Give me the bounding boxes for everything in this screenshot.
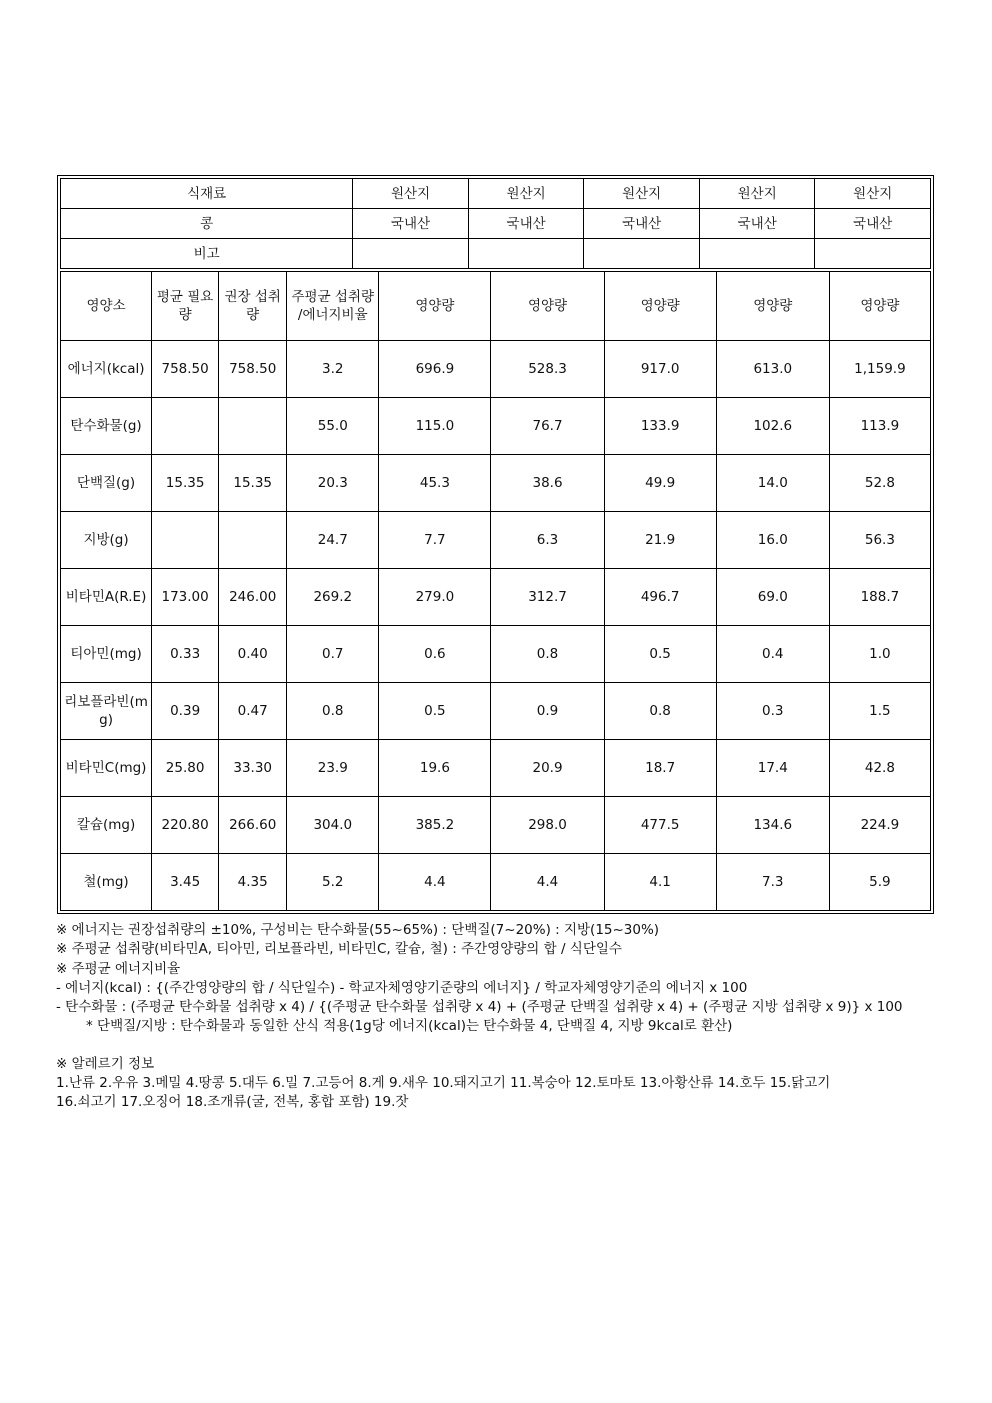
nutrient-value: 0.5: [604, 626, 716, 683]
nutrient-value: 20.9: [491, 740, 604, 797]
nutrient-value: 528.3: [491, 341, 604, 398]
nutrient-value: 188.7: [829, 569, 930, 626]
nutrient-value: 1.5: [829, 683, 930, 740]
nutrient-value: 42.8: [829, 740, 930, 797]
origin-row-label: 비고: [61, 239, 353, 269]
origin-cell: 원산지: [699, 179, 815, 209]
nutrient-value: 0.3: [716, 683, 829, 740]
nutrient-value: 3.2: [287, 341, 379, 398]
nutrient-value: 298.0: [491, 797, 604, 854]
nutrient-value: 0.9: [491, 683, 604, 740]
nutrient-value: 613.0: [716, 341, 829, 398]
origin-cell: 원산지: [815, 179, 931, 209]
nutrient-value: 224.9: [829, 797, 930, 854]
nutrient-value: 4.4: [491, 854, 604, 911]
nutrient-value: 385.2: [379, 797, 491, 854]
nutrient-value: 3.45: [152, 854, 219, 911]
nutrition-header-cell: 영양량: [491, 272, 604, 341]
nutrient-value: 496.7: [604, 569, 716, 626]
nutrient-value: 33.30: [219, 740, 287, 797]
nutrient-value: 0.47: [219, 683, 287, 740]
nutrient-value: 24.7: [287, 512, 379, 569]
nutrient-value: 0.40: [219, 626, 287, 683]
nutrient-value: 6.3: [491, 512, 604, 569]
nutrient-name: 칼슘(mg): [61, 797, 152, 854]
nutrient-value: 69.0: [716, 569, 829, 626]
nutrient-name: 비타민A(R.E): [61, 569, 152, 626]
nutrition-header-cell: 평균 필요량: [152, 272, 219, 341]
nutrient-value: [152, 512, 219, 569]
nutrient-name: 탄수화물(g): [61, 398, 152, 455]
nutrient-value: 14.0: [716, 455, 829, 512]
nutrient-value: 7.7: [379, 512, 491, 569]
origin-cell: [353, 239, 469, 269]
menu-info-frame: [57, 175, 934, 914]
origin-row: [61, 179, 931, 209]
nutrient-name: 철(mg): [61, 854, 152, 911]
nutrient-value: 23.9: [287, 740, 379, 797]
nutrient-value: 220.80: [152, 797, 219, 854]
nutrient-value: 17.4: [716, 740, 829, 797]
nutrient-value: 4.35: [219, 854, 287, 911]
nutrient-value: 45.3: [379, 455, 491, 512]
nutrition-header-cell: 권장 섭취량: [219, 272, 287, 341]
note-energy-formula: - 에너지(kcal) : {(주간영양량의 합 / 식단일수) - 학교자체영양기준량의 에너지} / 학교자체영양기준의 에너지 x 100: [56, 979, 748, 996]
nutrition-row: [61, 683, 931, 740]
nutrient-value: 0.8: [287, 683, 379, 740]
nutrient-value: 4.4: [379, 854, 491, 911]
nutrient-value: [152, 398, 219, 455]
nutrition-row: [61, 740, 931, 797]
nutrient-value: 133.9: [604, 398, 716, 455]
nutrient-value: 0.33: [152, 626, 219, 683]
nutrient-value: 52.8: [829, 455, 930, 512]
origin-cell: 국내산: [584, 209, 700, 239]
nutrient-value: 19.6: [379, 740, 491, 797]
nutrition-row: [61, 569, 931, 626]
nutrient-value: [219, 398, 287, 455]
nutrition-row: [61, 512, 931, 569]
nutrient-value: 279.0: [379, 569, 491, 626]
nutrition-row: [61, 854, 931, 911]
nutrition-header-cell: 영양량: [716, 272, 829, 341]
note-energy-ratio-title: ※ 주평균 에너지비율: [56, 960, 181, 977]
nutrient-value: 49.9: [604, 455, 716, 512]
nutrition-row: [61, 398, 931, 455]
nutrient-name: 에너지(kcal): [61, 341, 152, 398]
allergy-line-1: 1.난류 2.우유 3.메밀 4.땅콩 5.대두 6.밀 7.고등어 8.게 9.새우 10.돼지고기 11.복숭아 12.토마토 13.아황산류 14.호두 15.닭고기: [56, 1075, 831, 1092]
nutrient-value: 7.3: [716, 854, 829, 911]
origin-cell: [584, 239, 700, 269]
nutrient-value: 1.0: [829, 626, 930, 683]
nutrient-value: 55.0: [287, 398, 379, 455]
nutrient-value: 304.0: [287, 797, 379, 854]
nutrient-name: 비타민C(mg): [61, 740, 152, 797]
nutrient-value: 0.8: [604, 683, 716, 740]
nutrition-row: [61, 455, 931, 512]
origin-row: [61, 239, 931, 269]
nutrient-value: [219, 512, 287, 569]
nutrient-value: 0.7: [287, 626, 379, 683]
origin-cell: 국내산: [815, 209, 931, 239]
nutrient-value: 4.1: [604, 854, 716, 911]
nutrient-value: 38.6: [491, 455, 604, 512]
nutrient-value: 696.9: [379, 341, 491, 398]
nutrient-value: 5.9: [829, 854, 930, 911]
origin-table: [60, 178, 931, 269]
nutrient-name: 리보플라빈(mg): [61, 683, 152, 740]
nutrition-header-cell: 영양량: [379, 272, 491, 341]
nutrition-header-cell: 영양량: [604, 272, 716, 341]
nutrition-header-cell: 영양소: [61, 272, 152, 341]
nutrient-value: 115.0: [379, 398, 491, 455]
nutrient-value: 20.3: [287, 455, 379, 512]
nutrition-table: [60, 271, 931, 911]
origin-cell: [468, 239, 584, 269]
origin-cell: 원산지: [468, 179, 584, 209]
note-weekly-intake: ※ 주평균 섭취량(비타민A, 티아민, 리보플라빈, 비타민C, 칼슘, 철) : 주간영양량의 합 / 식단일수: [56, 941, 622, 958]
note-protein-fat: * 단백질/지방 : 탄수화물과 동일한 산식 적용(1g당 에너지(kcal)는 탄수화물 4, 단백질 4, 지방 9kcal로 환산): [86, 1018, 733, 1035]
note-energy-range: ※ 에너지는 권장섭취량의 ±10%, 구성비는 탄수화물(55~65%) : 단백질(7~20%) : 지방(15~30%): [56, 922, 660, 938]
nutrient-name: 지방(g): [61, 512, 152, 569]
nutrition-header-cell: 주평균 섭취량 /에너지비율: [287, 272, 379, 341]
nutrient-value: 16.0: [716, 512, 829, 569]
nutrient-value: 0.8: [491, 626, 604, 683]
origin-cell: 원산지: [584, 179, 700, 209]
nutrition-header-cell: 영양량: [829, 272, 930, 341]
origin-cell: 국내산: [699, 209, 815, 239]
origin-cell: 원산지: [353, 179, 469, 209]
nutrient-value: 477.5: [604, 797, 716, 854]
nutrient-value: 917.0: [604, 341, 716, 398]
allergy-title: ※ 알레르기 정보: [56, 1055, 155, 1072]
nutrient-value: 56.3: [829, 512, 930, 569]
nutrient-value: 0.4: [716, 626, 829, 683]
nutrient-value: 0.6: [379, 626, 491, 683]
origin-cell: 국내산: [353, 209, 469, 239]
origin-row: [61, 209, 931, 239]
note-carb-formula: - 탄수화물 : (주평균 탄수화물 섭취량 x 4) / {(주평균 탄수화물 섭취량 x 4) + (주평균 단백질 섭취량 x 4) + (주평균 지방 섭취량 x 9)} x 100: [56, 999, 903, 1016]
nutrient-value: 5.2: [287, 854, 379, 911]
allergy-line-2: 16.쇠고기 17.오징어 18.조개류(굴, 전복, 홍합 포함) 19.잣: [56, 1094, 409, 1111]
nutrient-value: 102.6: [716, 398, 829, 455]
nutrient-value: 0.5: [379, 683, 491, 740]
nutrient-value: 25.80: [152, 740, 219, 797]
origin-cell: [815, 239, 931, 269]
nutrition-header-row: [61, 272, 931, 341]
origin-cell: [699, 239, 815, 269]
origin-row-label: 콩: [61, 209, 353, 239]
nutrient-value: 18.7: [604, 740, 716, 797]
nutrient-value: 134.6: [716, 797, 829, 854]
nutrient-value: 173.00: [152, 569, 219, 626]
nutrient-value: 269.2: [287, 569, 379, 626]
origin-row-label: 식재료: [61, 179, 353, 209]
nutrient-value: 758.50: [219, 341, 287, 398]
nutrient-value: 312.7: [491, 569, 604, 626]
nutrient-value: 15.35: [152, 455, 219, 512]
nutrient-value: 76.7: [491, 398, 604, 455]
nutrient-value: 758.50: [152, 341, 219, 398]
nutrient-name: 티아민(mg): [61, 626, 152, 683]
nutrient-value: 1,159.9: [829, 341, 930, 398]
nutrition-row: [61, 626, 931, 683]
nutrient-value: 15.35: [219, 455, 287, 512]
nutrient-value: 113.9: [829, 398, 930, 455]
nutrient-value: 246.00: [219, 569, 287, 626]
nutrition-row: [61, 341, 931, 398]
nutrition-row: [61, 797, 931, 854]
notes-section: [56, 921, 940, 1113]
origin-cell: 국내산: [468, 209, 584, 239]
nutrient-value: 266.60: [219, 797, 287, 854]
nutrient-value: 21.9: [604, 512, 716, 569]
nutrient-name: 단백질(g): [61, 455, 152, 512]
nutrient-value: 0.39: [152, 683, 219, 740]
